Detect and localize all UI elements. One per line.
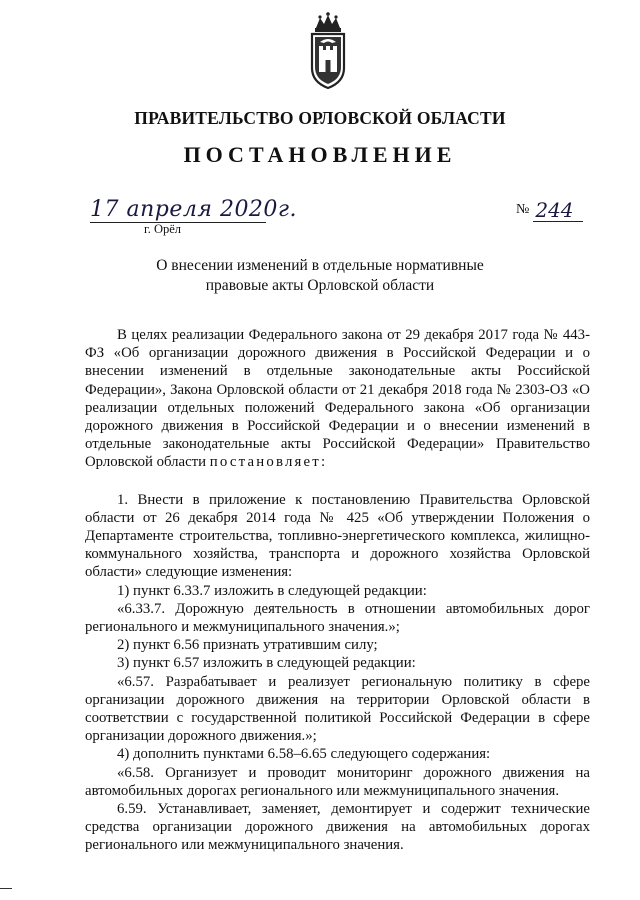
handwritten-number: 244 [533, 199, 583, 222]
government-name: ПРАВИТЕЛЬСТВО ОРЛОВСКОЙ ОБЛАСТИ [134, 108, 506, 128]
document-body [85, 326, 590, 855]
number-label: № [516, 202, 530, 217]
document-number [516, 198, 583, 222]
item-6-59: 6.59. Устанавливает, заменяет, демонтирует и содержит технические средства организации дорожного движения на автомобильных дорогах регионального или межмуниципального значения. [85, 801, 590, 854]
document-subject [0, 256, 640, 296]
document-type: ПОСТАНОВЛЕНИЕ [183, 142, 457, 167]
subject-line-2: правовые акты Орловской области [205, 277, 435, 294]
preamble-text: В целях реализации Федерального закона от 29 декабря 2017 года № 443-ФЗ «Об организации дорожного движения в Российской Федерации и о внесении изменений в отдельные законодательные акты Российской Федерации», Закона Орловской области от 21 декабря 2018 года № 2303-ОЗ «О реализации отдельных положений Федерального закона «Об организации дорожного движения в Российской Федерации и о внесении изменений в отдельные законодательные акты Российской Федерации» Правительство Орловской области [85, 327, 590, 471]
subitem-4: 4) дополнить пунктами 6.58–6.65 следующего содержания: [117, 746, 491, 763]
subitem-1: 1) пункт 6.33.7 изложить в следующей редакции: [117, 582, 427, 599]
subject-line-1: О внесении изменений в отдельные нормативные [156, 257, 484, 274]
subitem-3: 3) пункт 6.57 изложить в следующей редакции: [117, 655, 416, 672]
page-edge-mark [0, 888, 12, 889]
city: г. Орёл [144, 222, 182, 236]
decrees-word: постановляет: [209, 454, 328, 471]
subitem-2: 2) пункт 6.56 признать утратившим силу; [117, 637, 378, 654]
quote-6-33-7: «6.33.7. Дорожную деятельность в отношении автомобильных дорог регионального и межмуниципального значения.»; [85, 600, 590, 636]
quote-6-57: «6.57. Разрабатывает и реализует региональную политику в сфере организации дорожного движения на территории Орловской области в соответствии с государственной политикой Российской Федерации в сфере организации дорожного движения.»; [85, 673, 590, 745]
coat-of-arms-icon [306, 12, 350, 90]
quote-6-58: «6.58. Организует и проводит мониторинг дорожного движения на автомобильных дорогах регионального или межмуниципального значения. [85, 764, 590, 799]
item-1: 1. Внести в приложение к постановлению Правительства Орловской области от 26 декабря 2014 года № 425 «Об утверждении Положения о Департаменте строительства, топливно-энергетического комплекса, жилищно-коммунального хозяйства, транспорта и дорожного хозяйства Орловской области» следующие изменения: [85, 491, 590, 581]
preamble-paragraph [85, 326, 590, 472]
handwritten-date: 17 апреля 2020г. [90, 197, 298, 222]
